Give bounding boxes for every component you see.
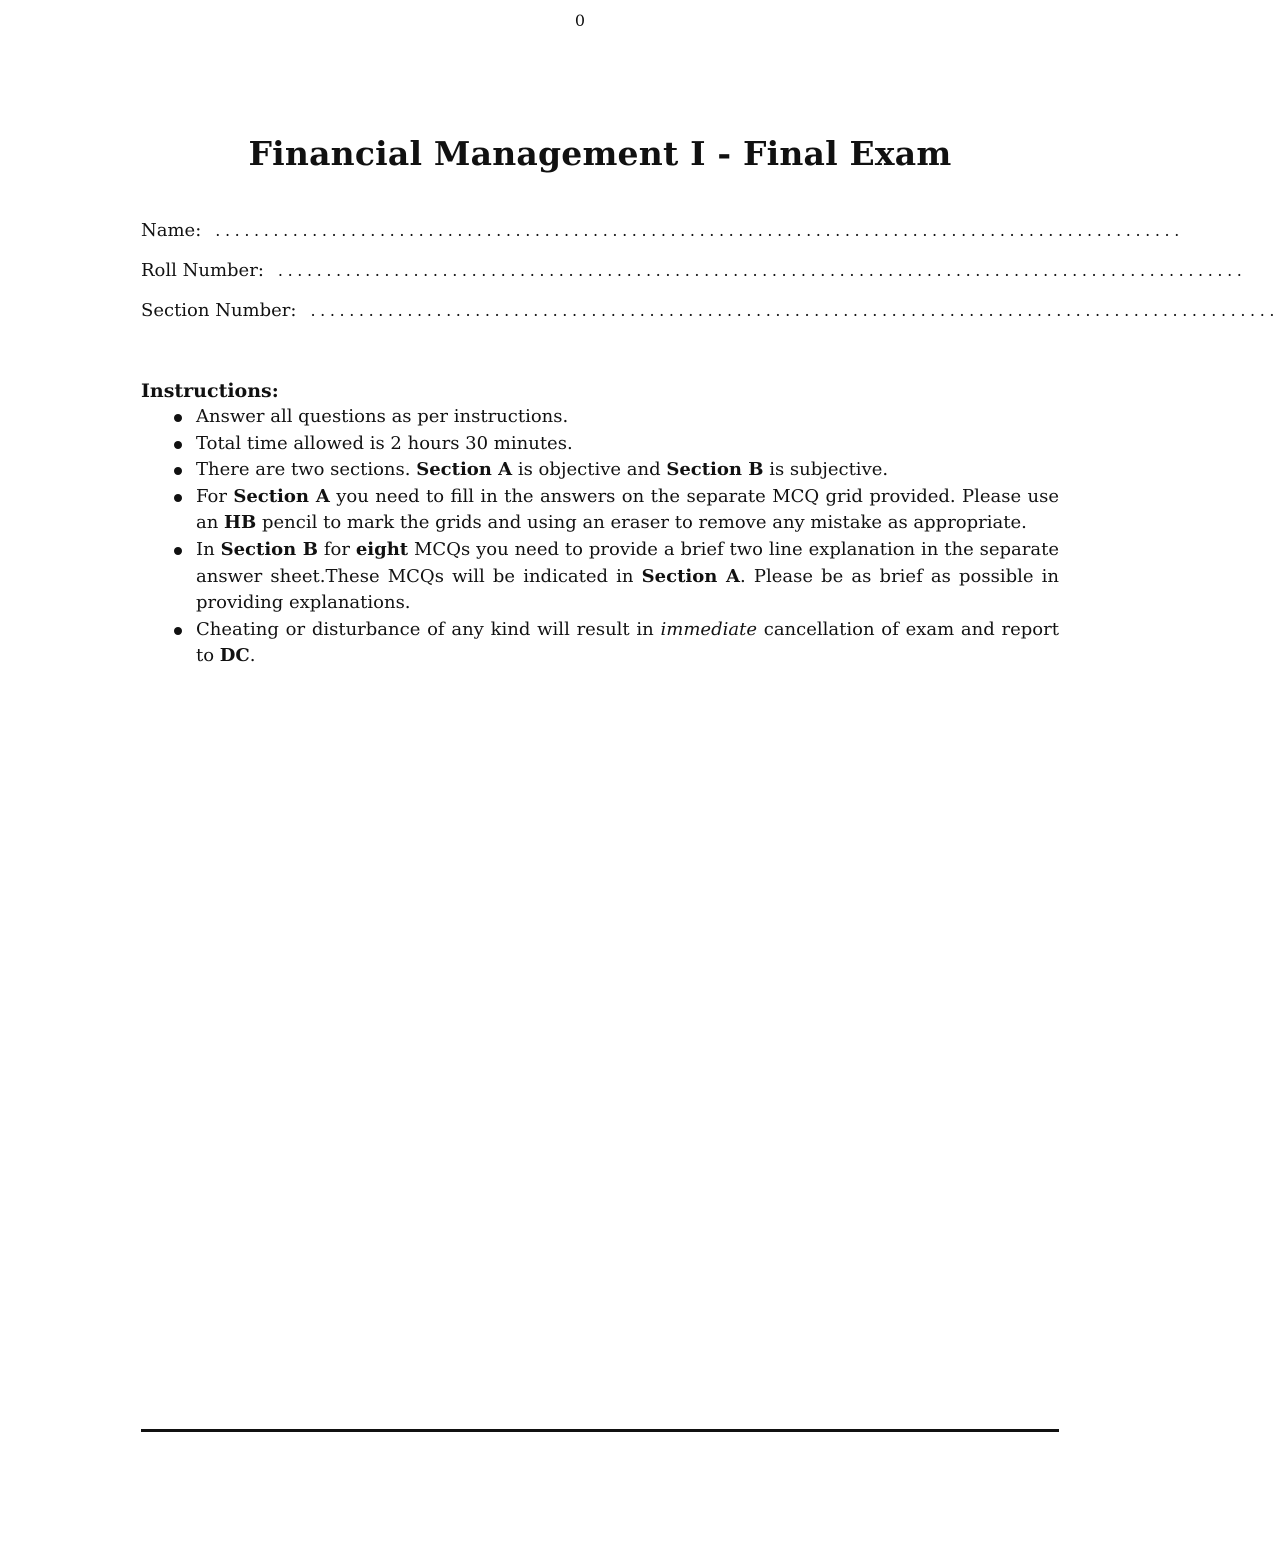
section-a-emphasis: Section A [416, 459, 513, 481]
section-b-emphasis: Section B [220, 538, 318, 560]
instruction-text: Total time allowed is 2 hours 30 minutes. [196, 432, 573, 454]
instruction-item-4 [141, 484, 1059, 537]
name-field[interactable] [141, 218, 1184, 244]
dc-emphasis: DC [219, 645, 250, 667]
bullet-icon [174, 627, 182, 635]
instructions-list [141, 404, 1059, 670]
roll-number-field[interactable] [141, 258, 1247, 284]
eight-emphasis: eight [355, 538, 409, 560]
footer-rule [141, 1429, 1059, 1432]
instruction-text: for [317, 538, 356, 560]
name-dotted-line[interactable]: .................................................................................................... [215, 221, 1184, 240]
exam-title: Financial Management I - Final Exam [248, 134, 952, 173]
instruction-item-2 [141, 431, 1059, 458]
instruction-text: is objective and [512, 459, 667, 481]
immediate-emphasis: immediate [660, 618, 757, 640]
section-b-emphasis: Section B [666, 459, 764, 481]
instruction-text: . Please be as brief as possible in providing explanations. [196, 565, 1059, 614]
bullet-icon [174, 494, 182, 502]
instruction-text: Answer all questions as per instructions. [196, 406, 569, 427]
instruction-text: In [196, 538, 221, 560]
instruction-text: There are two sections. [196, 459, 417, 481]
bullet-icon [174, 414, 182, 422]
bullet-icon [174, 441, 182, 449]
instruction-text: cancellation of exam and report to [196, 618, 1059, 667]
roll-number-label: Roll Number: [141, 260, 264, 281]
instruction-item-1 [141, 404, 1059, 431]
bullet-icon [174, 547, 182, 555]
section-a-emphasis: Section A [233, 485, 330, 507]
instruction-item-6 [141, 617, 1059, 670]
hb-emphasis: HB [224, 512, 257, 534]
section-a-emphasis: Section A [641, 565, 740, 587]
section-number-label: Section Number: [141, 300, 297, 321]
instruction-text: is subjective. [763, 459, 889, 481]
instructions-heading: Instructions: [141, 380, 279, 402]
instruction-text: pencil to mark the grids and using an eraser to remove any mistake as appropriate. [256, 512, 1027, 534]
page-number: 0 [574, 11, 586, 30]
roll-number-dotted-line[interactable]: .................................................................................................... [277, 261, 1247, 280]
instruction-text: For [196, 485, 234, 507]
instruction-text: . [249, 645, 256, 667]
instruction-item-5 [141, 537, 1059, 617]
bullet-icon [174, 467, 182, 475]
instruction-text: Cheating or disturbance of any kind will result in [196, 618, 661, 640]
instruction-item-3 [141, 457, 1059, 484]
section-number-dotted-line[interactable]: .................................................................................................... [310, 301, 1279, 320]
name-label: Name: [141, 220, 202, 241]
instruction-text: you need to fill in the answers on the separate MCQ grid provided. Please use an [196, 485, 1060, 534]
instruction-text: MCQs you need to provide a brief two line explanation in the separate answer sheet.These MCQs will be indicated in [196, 538, 1060, 587]
section-number-field[interactable] [141, 298, 1279, 324]
